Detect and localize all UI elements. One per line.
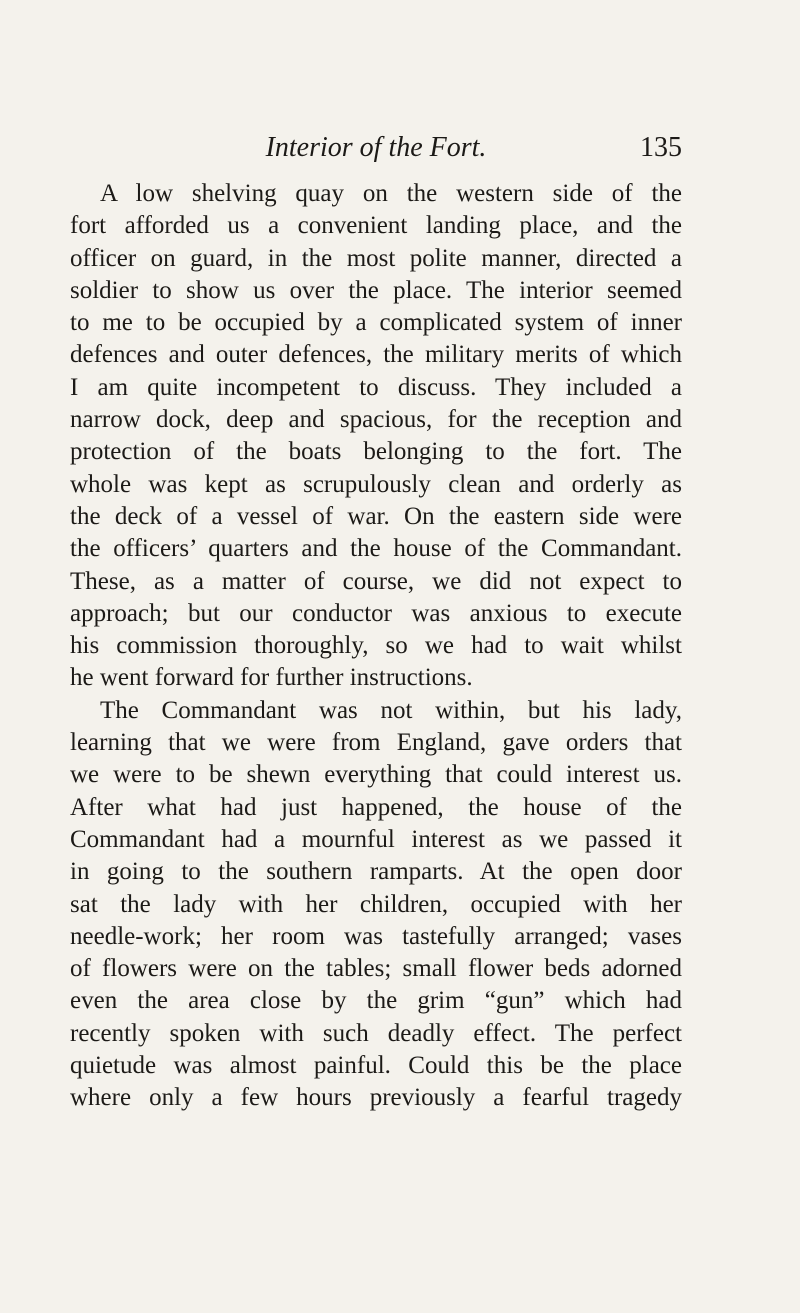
text-line: of flowers were on the tables; small flower beds adorned [70, 955, 682, 983]
text-line: whole was kept as scrupulously clean and orderly as [70, 470, 682, 498]
page-number: 135 [640, 132, 682, 163]
body-text [70, 178, 682, 1115]
text-line: soldier to show us over the place. The interior seemed [70, 276, 682, 304]
text-line: even the area close by the grim “gun” which had [70, 987, 682, 1015]
text-line: to me to be occupied by a complicated system of inner [70, 309, 682, 337]
text-line: These, as a matter of course, we did not expect to [70, 567, 682, 595]
text-line: quietude was almost painful. Could this be the place [70, 1052, 682, 1080]
text-line: fort afforded us a convenient landing place, and the [70, 212, 682, 240]
text-line: the deck of a vessel of war. On the eastern side were [70, 502, 682, 530]
text-line: I am quite incompetent to discuss. They included a [70, 373, 682, 401]
text-line: defences and outer defences, the military merits of which [70, 341, 682, 369]
text-line: recently spoken with such deadly effect. The perfect [70, 1019, 682, 1047]
text-line: The Commandant was not within, but his lady, [100, 696, 682, 724]
text-line: After what had just happened, the house of the [70, 793, 682, 821]
text-line: we were to be shewn everything that could interest us. [70, 761, 682, 789]
text-line: officer on guard, in the most polite manner, directed a [70, 244, 682, 272]
text-line: where only a few hours previously a fearful tragedy [70, 1084, 682, 1112]
running-title: Interior of the Fort. [265, 132, 487, 163]
text-line: needle-work; her room was tastefully arranged; vases [70, 922, 682, 950]
text-line: in going to the southern ramparts. At the open door [70, 858, 682, 886]
running-head [70, 128, 682, 168]
text-line: approach; but our conductor was anxious to execute [70, 599, 682, 627]
text-line: narrow dock, deep and spacious, for the reception and [70, 406, 682, 434]
text-line: the officers’ quarters and the house of the Commandant. [70, 535, 682, 563]
text-line: learning that we were from England, gave orders that [70, 729, 682, 757]
text-line: protection of the boats belonging to the fort. The [70, 438, 682, 466]
text-line: Commandant had a mournful interest as we passed it [70, 825, 682, 853]
text-line: A low shelving quay on the western side of the [100, 180, 682, 207]
text-line: sat the lady with her children, occupied with her [70, 890, 682, 918]
text-line: he went forward for further instructions. [70, 664, 473, 692]
text-line: his commission thoroughly, so we had to wait whilst [70, 632, 682, 660]
